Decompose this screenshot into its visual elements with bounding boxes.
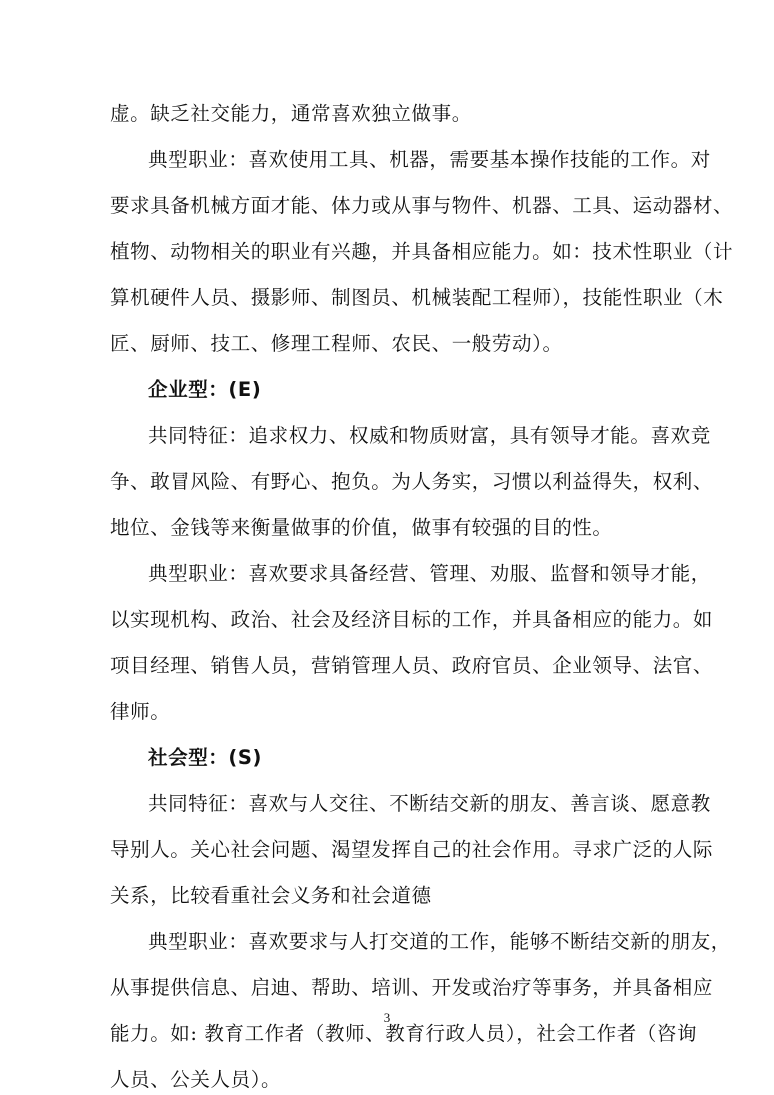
text-line: 律师。	[110, 700, 171, 723]
text-line: 能力。如: 教育工作者（教师、教育行政人员），社会工作者（咨询	[110, 1022, 698, 1045]
section-heading-social: 社会型：(S)	[148, 746, 263, 769]
text-line: 导别人。关心社会问题、渴望发挥自己的社会作用。寻求广泛的人际	[110, 838, 714, 861]
text-line: 典型职业：喜欢要求与人打交道的工作，能够不断结交新的朋友，	[148, 930, 731, 953]
text-line: 虚。缺乏社交能力，通常喜欢独立做事。	[110, 102, 472, 125]
section-heading-enterprising: 企业型：(E)	[148, 378, 262, 401]
text-line: 从事提供信息、启迪、帮助、培训、开发或治疗等事务，并具备相应	[110, 976, 714, 999]
text-line: 争、敢冒风险、有野心、抱负。为人务实，习惯以利益得失，权利、	[110, 470, 714, 493]
text-line: 算机硬件人员、摄影师、制图员、机械装配工程师），技能性职业（木	[110, 286, 724, 309]
text-line: 共同特征：追求权力、权威和物质财富，具有领导才能。喜欢竞	[148, 424, 711, 447]
text-line: 典型职业：喜欢要求具备经营、管理、劝服、监督和领导才能，	[148, 562, 711, 585]
text-line: 地位、金钱等来衡量做事的价值，做事有较强的目的性。	[110, 516, 613, 539]
text-line: 关系，比较看重社会义务和社会道德	[110, 884, 432, 907]
text-line: 要求具备机械方面才能、体力或从事与物件、机器、工具、运动器材、	[110, 194, 734, 217]
text-line: 项目经理、销售人员，营销管理人员、政府官员、企业领导、法官、	[110, 654, 714, 677]
text-line: 匠、厨师、技工、修理工程师、农民、一般劳动）。	[110, 332, 563, 355]
page-number: 3	[383, 1010, 391, 1025]
text-line: 共同特征：喜欢与人交往、不断结交新的朋友、善言谈、愿意教	[148, 792, 711, 815]
text-line: 植物、动物相关的职业有兴趣，并具备相应能力。如：技术性职业（计	[110, 240, 734, 263]
text-line: 人员、公关人员）。	[110, 1068, 282, 1091]
text-line: 典型职业：喜欢使用工具、机器，需要基本操作技能的工作。对	[148, 148, 711, 171]
text-line: 以实现机构、政治、社会及经济目标的工作，并具备相应的能力。如	[110, 608, 714, 631]
